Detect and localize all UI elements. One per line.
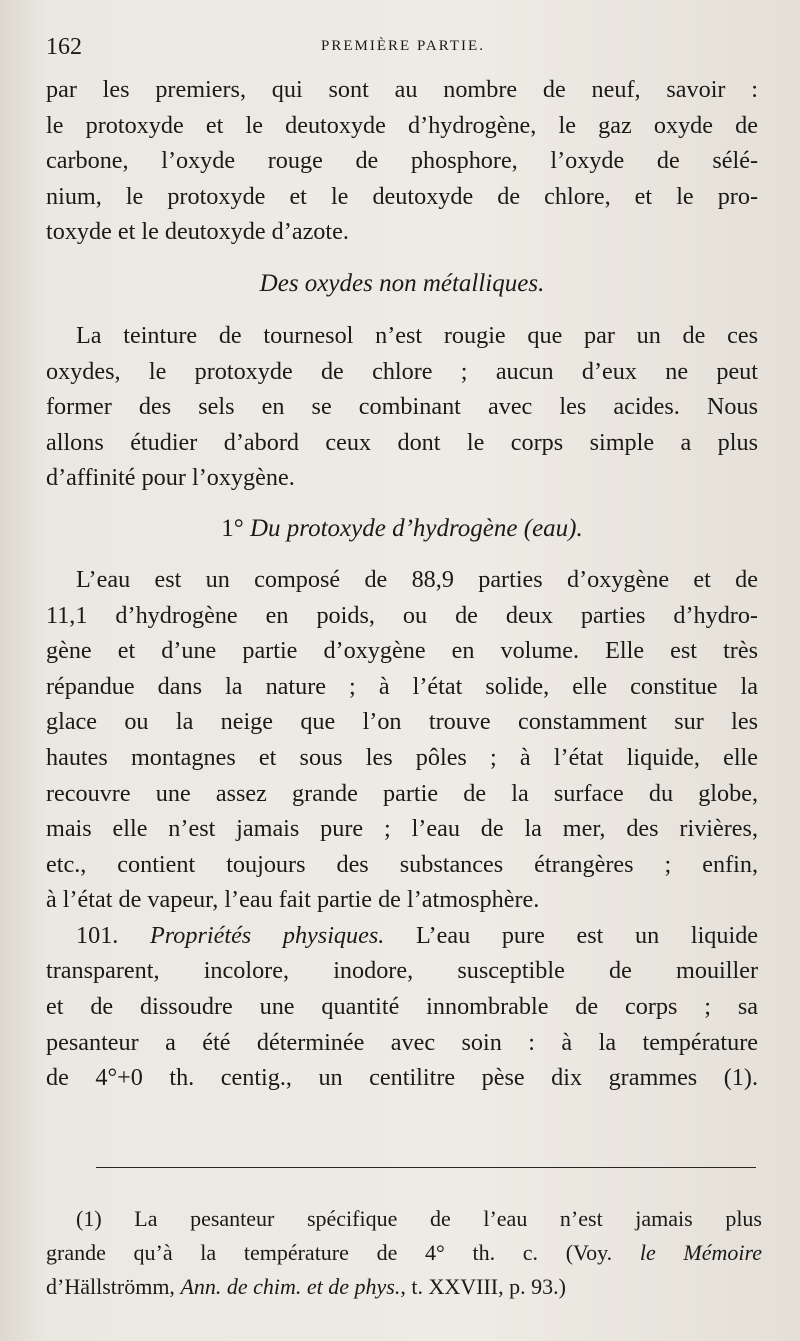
text-line: gène et d’une partie d’oxygène en volume. Elle est très (46, 637, 758, 665)
text-line: recouvre une assez grande partie de la surface du globe, (46, 779, 758, 807)
paragraph-lead: L’eau pure est un liquide (416, 921, 759, 949)
footnote-italic: Ann. de chim. et de phys. (180, 1274, 401, 1299)
running-title: PREMIÈRE PARTIE. (321, 38, 485, 54)
text-line: répandue dans la nature ; à l’état solide, elle constitue la (46, 672, 758, 700)
text-line: oxydes, le protoxyde de chlore ; aucun d’eux ne peut (46, 357, 758, 385)
body-text (46, 72, 758, 1096)
text-line: La teinture de tournesol n’est rougie que par un de ces (76, 321, 758, 349)
text-line: L’eau est un composé de 88,9 parties d’oxygène et de (76, 565, 758, 593)
text-line: d’affinité pour l’oxygène. (46, 464, 295, 492)
text-line: 11,1 d’hydrogène en poids, ou de deux parties d’hydro- (46, 601, 758, 629)
text-line: de 4°+0 th. centig., un centilitre pèse dix grammes (1). (46, 1064, 758, 1092)
footnote-text: grande qu’à la température de 4° th. c. (Voy. (46, 1240, 613, 1265)
page-number: 162 (46, 34, 82, 60)
footnote-italic: le Mémoire (639, 1240, 763, 1265)
subsection-parenthetical: (eau). (523, 514, 583, 542)
text-line: par les premiers, qui sont au nombre de neuf, savoir : (46, 76, 758, 103)
footnote-line: (1) La pesanteur spécifique de l’eau n’est jamais plus (76, 1206, 762, 1231)
paragraph-title: Propriétés physiques. (150, 921, 385, 949)
text-line (46, 918, 758, 954)
footnote-text: d’Hällströmm, (46, 1274, 175, 1299)
text-line: former des sels en se combinant avec les acides. Nous (46, 393, 758, 421)
text-line: et de dissoudre une quantité innombrable de corps ; sa (46, 993, 758, 1021)
text-line: nium, le protoxyde et le deutoxyde de chlore, et le pro- (46, 182, 758, 210)
text-line: etc., contient toujours des substances étrangères ; enfin, (46, 850, 758, 878)
text-line: pesanteur a été déterminée avec soin : à la température (46, 1028, 758, 1056)
text-line: le protoxyde et le deutoxyde d’hydrogène, le gaz oxyde de (46, 111, 758, 139)
subsection-heading (46, 496, 758, 562)
subsection-title: Du protoxyde d’hydrogène (249, 514, 518, 542)
text-line: hautes montagnes et sous les pôles ; à l’état liquide, elle (46, 743, 758, 771)
subsection-number: 1° (221, 514, 244, 542)
text-line: glace ou la neige que l’on trouve constamment sur les (46, 708, 758, 736)
text-line: à l’état de vapeur, l’eau fait partie de l’atmosphère. (46, 886, 540, 914)
footnote-line (46, 1236, 762, 1270)
text-line: carbone, l’oxyde rouge de phosphore, l’oxyde de sélé- (46, 147, 758, 175)
text-line: toxyde et le deutoxyde d’azote. (46, 218, 349, 246)
footnote (46, 1202, 762, 1304)
text-line: mais elle n’est jamais pure ; l’eau de la mer, des rivières, (46, 815, 758, 843)
footnote-text: , t. XXVIII, p. 93.) (400, 1274, 566, 1299)
section-heading: Des oxydes non métalliques. (259, 269, 545, 297)
text-line: transparent, incolore, inodore, susceptible de mouiller (46, 957, 758, 985)
paragraph-number: 101. (76, 921, 119, 949)
page-header (46, 34, 760, 64)
footnote-line (46, 1270, 762, 1304)
text-line: allons étudier d’abord ceux dont le corps simple a plus (46, 428, 758, 456)
footnote-divider (96, 1167, 756, 1168)
